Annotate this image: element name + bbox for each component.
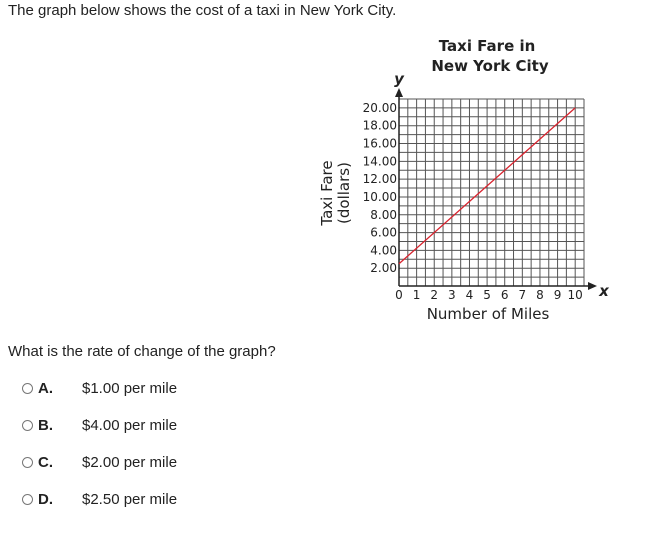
y-tick-label: 16.00 xyxy=(362,136,397,151)
radio-c[interactable] xyxy=(22,457,33,468)
option-text: $1.00 per mile xyxy=(82,380,178,397)
chart-title-line1: Taxi Fare in xyxy=(438,37,536,55)
radio-d[interactable] xyxy=(22,494,33,505)
x-tick-label: 6 xyxy=(500,288,509,302)
option-letter: A. xyxy=(38,380,53,397)
option-d[interactable] xyxy=(22,491,177,528)
intro-text: The graph below shows the cost of a taxi in New York City. xyxy=(8,2,397,19)
x-tick-label: 3 xyxy=(448,288,456,302)
option-text: $4.00 per mile xyxy=(82,417,178,434)
x-tick-label: 5 xyxy=(483,288,491,302)
question-text: What is the rate of change of the graph? xyxy=(8,343,276,360)
y-tick-labels xyxy=(363,101,397,275)
radio-a[interactable] xyxy=(22,383,33,394)
y-axis-label-line1: Taxi Fare xyxy=(318,160,336,226)
y-tick-label: 2.00 xyxy=(370,261,397,276)
y-axis-arrow xyxy=(395,88,403,97)
option-text: $2.00 per mile xyxy=(82,454,178,471)
x-tick-label: 1 xyxy=(412,288,421,302)
radio-b[interactable] xyxy=(22,420,33,431)
y-tick-label: 20.00 xyxy=(362,100,397,115)
x-tick-label: 2 xyxy=(430,288,439,302)
y-tick-label: 4.00 xyxy=(370,243,397,258)
option-letter: C. xyxy=(38,454,53,471)
y-tick-label: 6.00 xyxy=(370,225,397,240)
x-axis-arrow xyxy=(588,282,597,290)
option-a[interactable] xyxy=(22,380,177,417)
option-letter: B. xyxy=(38,417,53,434)
x-axis-symbol: x xyxy=(599,282,609,300)
chart-title-line2: New York City xyxy=(431,57,549,75)
option-letter: D. xyxy=(38,491,53,508)
option-b[interactable] xyxy=(22,417,177,454)
y-tick-label: 8.00 xyxy=(370,207,397,222)
chart-grid xyxy=(399,99,584,286)
y-axis-label-line2: (dollars) xyxy=(335,162,353,224)
y-tick-label: 18.00 xyxy=(362,118,397,133)
answer-options xyxy=(22,380,177,528)
x-tick-label: 7 xyxy=(518,288,527,302)
x-axis-label: Number of Miles xyxy=(426,305,550,323)
x-tick-labels xyxy=(395,288,583,302)
x-tick-label: 4 xyxy=(465,288,474,302)
x-tick-label: 8 xyxy=(536,288,544,302)
x-tick-label: 10 xyxy=(567,288,583,302)
y-tick-label: 10.00 xyxy=(362,189,397,204)
x-tick-label: 0 xyxy=(395,288,403,302)
y-axis-symbol: y xyxy=(394,70,404,88)
y-tick-label: 12.00 xyxy=(362,172,397,187)
y-tick-label: 14.00 xyxy=(362,154,397,169)
option-text: $2.50 per mile xyxy=(82,491,178,508)
option-c[interactable] xyxy=(22,454,177,491)
x-tick-label: 9 xyxy=(553,288,562,302)
